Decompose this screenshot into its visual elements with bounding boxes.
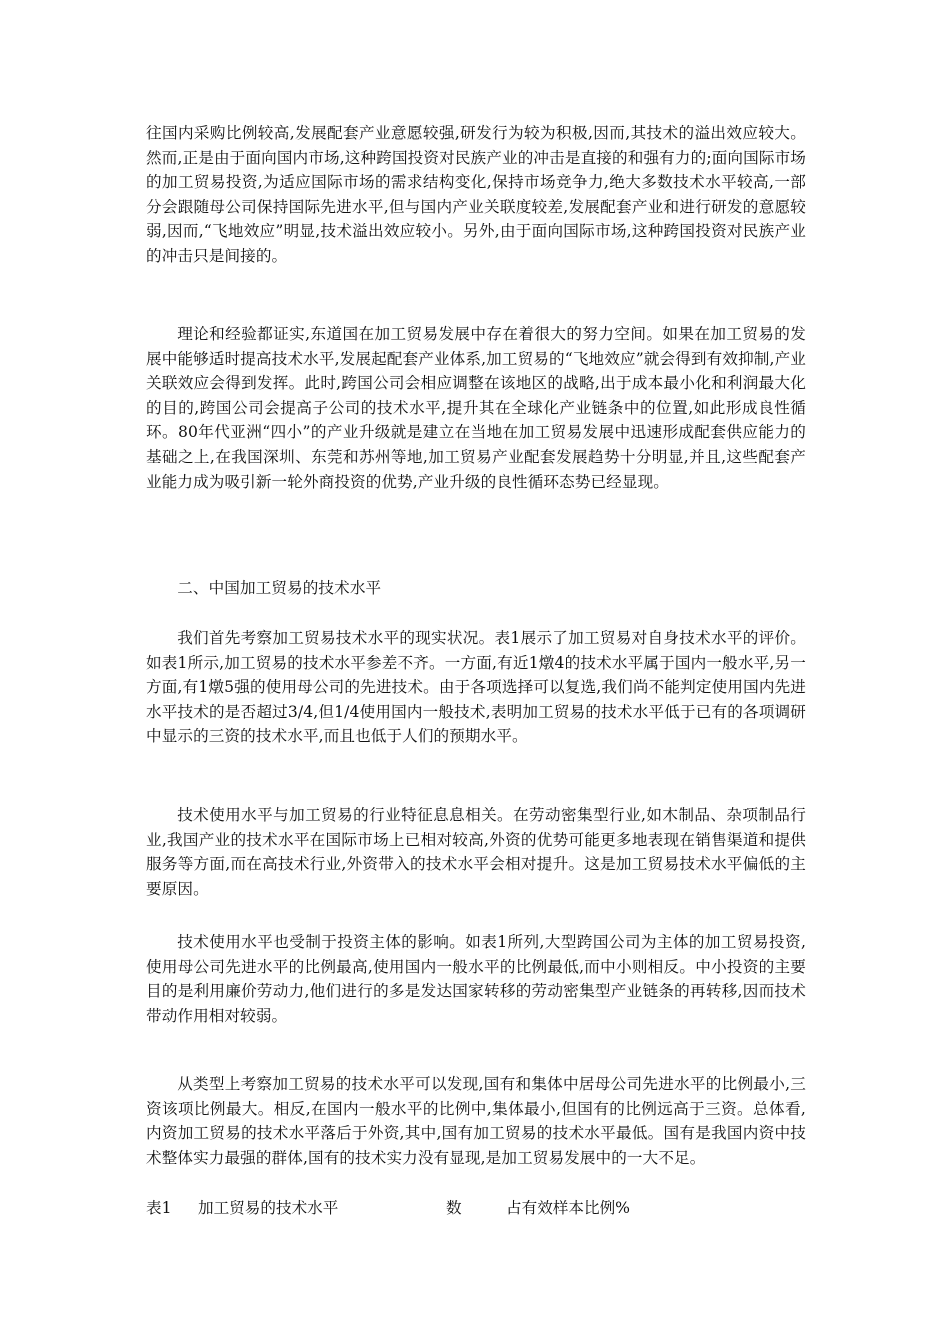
- paragraph-1: 往国内采购比例较高,发展配套产业意愿较强,研发行为较为积极,因而,其技术的溢出效应较大。然而,正是由于面向国内市场,这种跨国投资对民族产业的冲击是直接的和强有力的;面向国际市场的加工贸易投资,为适应国际市场的需求结构变化,保持市场竞争力,绝大多数技术水平较高,一部分会跟随母公司保持国际先进水平,但与国内产业关联度较差,发展配套产业和进行研发的意愿较弱,因而,“飞地效应”明显,技术溢出效应较小。另外,由于面向国际市场,这种跨国投资对民族产业的冲击只是间接的。: [146, 124, 806, 265]
- column-header-share: 占有效样本比例%: [506, 1199, 630, 1217]
- table-label: 表1: [146, 1199, 172, 1217]
- table-caption: [146, 1196, 806, 1222]
- paragraph-2: 理论和经验都证实,东道国在加工贸易发展中存在着很大的努力空间。如果在加工贸易的发展中能够适时提高技术水平,发展起配套产业体系,加工贸易的“飞地效应”就会得到有效抑制,产业关联效应会得到发挥。此时,跨国公司会相应调整在该地区的战略,出于成本最小化和利润最大化的目的,跨国公司会提高子公司的技术水平,提升其在全球化产业链条中的位置,如此形成良性循环。80年代亚洲“四小”的产业升级就是建立在当地在加工贸易发展中迅速形成配套供应能力的基础之上,在我国深圳、东莞和苏州等地,加工贸易产业配套发展趋势十分明显,并且,这些配套产业能力成为吸引新一轮外商投资的优势,产业升级的良性循环态势已经显现。: [146, 325, 806, 491]
- paragraph-3: 我们首先考察加工贸易技术水平的现实状况。表1展示了加工贸易对自身技术水平的评价。如表1所示,加工贸易的技术水平参差不齐。一方面,有近1燉4的技术水平属于国内一般水平,另一方面,有1燉5强的使用母公司的先进技术。由于各项选择可以复选,我们尚不能判定使用国内先进水平技术的是否超过3/4,但1/4使用国内一般技术,表明加工贸易的技术水平低于已有的各项调研中显示的三资的技术水平,而且也低于人们的预期水平。: [146, 629, 806, 746]
- paragraph-5: 技术使用水平也受制于投资主体的影响。如表1所列,大型跨国公司为主体的加工贸易投资,使用母公司先进水平的比例最高,使用国内一般水平的比例最低,而中小则相反。中小投资的主要目的是利用廉价劳动力,他们进行的多是发达国家转移的劳动密集型产业链条的再转移,因而技术带动作用相对较弱。: [146, 933, 806, 1025]
- paragraph-6: 从类型上考察加工贸易的技术水平可以发现,国有和集体中居母公司先进水平的比例最小,三资该项比例最大。相反,在国内一般水平的比例中,集体最小,但国有的比例远高于三资。总体看,内资加工贸易的技术水平落后于外资,其中,国有加工贸易的技术水平最低。国有是我国内资中技术整体实力最强的群体,国有的技术实力没有显现,是加工贸易发展中的一大不足。: [146, 1075, 806, 1167]
- table-title: 加工贸易的技术水平: [198, 1199, 339, 1217]
- paragraph-4: 技术使用水平与加工贸易的行业特征息息相关。在劳动密集型行业,如木制品、杂项制品行业,我国产业的技术水平在国际市场上已相对较高,外资的优势可能更多地表现在销售渠道和提供服务等方面,而在高技术行业,外资带入的技术水平会相对提升。这是加工贸易技术水平偏低的主要原因。: [146, 806, 806, 898]
- section-heading: 二、中国加工贸易的技术水平: [177, 579, 382, 597]
- column-header-count: 数: [446, 1199, 462, 1217]
